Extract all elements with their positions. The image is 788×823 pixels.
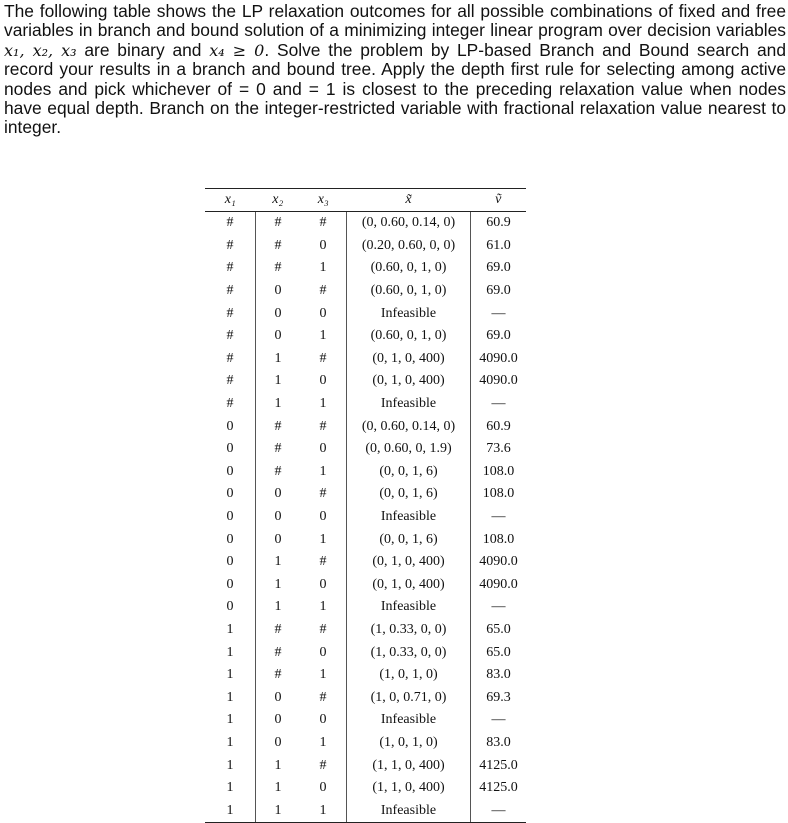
table-row [205, 574, 526, 597]
cell-x3: 1 [300, 732, 347, 755]
cell-x2: # [274, 260, 282, 276]
table-row [205, 619, 526, 642]
cell-solution: (1, 0, 0.71, 0) [347, 686, 471, 709]
table-row [205, 325, 526, 348]
cell-x3: 0 [300, 235, 347, 258]
cell-x3: 0 [300, 302, 347, 325]
table-row [205, 212, 526, 235]
cell-x3: 0 [300, 438, 347, 461]
cell-value: 4090.0 [479, 576, 518, 592]
cell-x1: # [205, 348, 256, 371]
cell-x1: 1 [205, 799, 256, 822]
cell-x1: 1 [205, 686, 256, 709]
cell-x3: 0 [300, 641, 347, 664]
cell-solution: (0.60, 0, 1, 0) [347, 280, 471, 303]
cell-x3: 1 [300, 461, 347, 484]
cell-x2: 1 [274, 396, 282, 412]
cell-solution: (0, 0, 1, 6) [347, 528, 471, 551]
cell-x1: # [205, 370, 256, 393]
cell-solution: (0, 1, 0, 400) [347, 551, 471, 574]
cell-x1: 1 [205, 664, 256, 687]
cell-x2: 0 [274, 712, 282, 728]
cell-x2: # [274, 621, 282, 637]
cell-value: 61.0 [486, 237, 511, 253]
problem-statement [4, 2, 786, 138]
cell-x2: 0 [274, 283, 282, 299]
cell-x2: # [274, 463, 282, 479]
cell-solution: (0, 1, 0, 400) [347, 370, 471, 393]
cell-x2: 1 [256, 799, 301, 822]
problem-text-1: The following table shows the LP relaxation outcomes for all possible combinations of fixed and free variables in branch and bound solution of a minimizing integer linear program over decision variables [4, 1, 786, 41]
header-relaxation-solution: x̃ [347, 189, 471, 212]
header-x3: x₃ [300, 189, 347, 212]
cell-solution: (1, 0.33, 0, 0) [347, 641, 471, 664]
cell-x2: 0 [274, 531, 282, 547]
cell-x2: 0 [274, 734, 282, 750]
cell-x2: 0 [274, 509, 282, 525]
cell-solution: (0, 0.60, 0.14, 0) [347, 415, 471, 438]
cell-value: — [491, 712, 506, 728]
table-row [205, 438, 526, 461]
cell-x3: # [300, 415, 347, 438]
cell-x1: # [205, 257, 256, 280]
cell-x2: 0 [274, 328, 282, 344]
table-row [205, 641, 526, 664]
cell-x2: # [274, 215, 282, 231]
cell-solution: Infeasible [347, 709, 471, 732]
cell-x1: 0 [205, 551, 256, 574]
cell-solution: Infeasible [347, 596, 471, 619]
table-row [205, 528, 526, 551]
table-row [205, 754, 526, 777]
cell-x2: # [274, 644, 282, 660]
cell-solution: (1, 0, 1, 0) [347, 664, 471, 687]
header-x2: x₂ [256, 189, 301, 212]
cell-value: 4125.0 [479, 757, 518, 773]
cell-x1: # [205, 280, 256, 303]
cell-solution: (0, 0.60, 0.14, 0) [347, 212, 471, 235]
cell-value: — [471, 799, 527, 822]
cell-value: 65.0 [486, 621, 511, 637]
cell-x1: 0 [205, 596, 256, 619]
cell-x2: 1 [274, 373, 282, 389]
table-row [205, 257, 526, 280]
table-row [205, 280, 526, 303]
cell-value: 69.0 [486, 260, 511, 276]
cell-x1: # [205, 393, 256, 416]
cell-x1: 0 [205, 506, 256, 529]
cell-value: 4090.0 [479, 373, 518, 389]
table-row [205, 483, 526, 506]
cell-x1: 0 [205, 574, 256, 597]
table-body [205, 212, 526, 823]
cell-x2: 1 [274, 757, 282, 773]
cell-value: 69.0 [486, 283, 511, 299]
table-row [205, 732, 526, 755]
cell-solution: (0, 0.60, 0, 1.9) [347, 438, 471, 461]
cell-x1: # [205, 302, 256, 325]
table-row [205, 370, 526, 393]
cell-x2: 1 [274, 599, 282, 615]
table-row [205, 235, 526, 258]
cell-x3: 1 [300, 257, 347, 280]
cell-x2: 1 [274, 780, 282, 796]
cell-x2: # [274, 667, 282, 683]
cell-solution: (0.60, 0, 1, 0) [347, 325, 471, 348]
cell-x1: 1 [205, 709, 256, 732]
table-row [205, 415, 526, 438]
cell-solution: (0, 0, 1, 6) [347, 483, 471, 506]
nonnegativity-condition: x₄ ≥ 0 [209, 40, 265, 60]
table-row [205, 551, 526, 574]
cell-value: 108.0 [482, 463, 515, 479]
cell-solution: (0.60, 0, 1, 0) [347, 257, 471, 280]
cell-x3: # [300, 619, 347, 642]
cell-x1: 1 [205, 754, 256, 777]
cell-x3: 1 [300, 664, 347, 687]
cell-x2: 0 [274, 486, 282, 502]
cell-x1: 1 [205, 641, 256, 664]
cell-solution: (0, 1, 0, 400) [347, 574, 471, 597]
problem-text-2: are binary and [76, 39, 210, 60]
cell-value: 60.9 [486, 418, 511, 434]
cell-x3: 1 [300, 325, 347, 348]
cell-x1: 1 [205, 619, 256, 642]
cell-value: 83.0 [486, 667, 511, 683]
cell-x3: 0 [300, 370, 347, 393]
cell-x1: 0 [205, 438, 256, 461]
cell-x3: # [300, 212, 347, 235]
cell-x3: # [300, 280, 347, 303]
cell-solution: (0, 0, 1, 6) [347, 461, 471, 484]
table-row [205, 686, 526, 709]
cell-x1: 0 [205, 483, 256, 506]
cell-x3: 0 [300, 709, 347, 732]
cell-x3: # [300, 483, 347, 506]
cell-solution: Infeasible [347, 799, 471, 822]
cell-x2: 1 [274, 554, 282, 570]
cell-value: 108.0 [482, 486, 515, 502]
cell-x1: 0 [205, 528, 256, 551]
cell-value: 73.6 [486, 441, 511, 457]
cell-solution: (1, 0, 1, 0) [347, 732, 471, 755]
cell-x2: 0 [274, 689, 282, 705]
problem-text-3: . Solve the problem by LP-based Branch and Bound search and record your results in a branch and bound tree. Apply the depth first rule for selecting among active nodes and pick whichever of = 0 and = 1 is closest to the preceding relaxation value when nodes have equal depth. Branch on the integer-restricted variable with fractional relaxation value nearest to integer. [4, 39, 787, 138]
cell-x3: # [300, 686, 347, 709]
cell-x3: # [300, 551, 347, 574]
cell-value: 4090.0 [479, 554, 518, 570]
table-row [205, 799, 526, 822]
cell-solution: (1, 1, 0, 400) [347, 777, 471, 800]
cell-x3: 1 [300, 596, 347, 619]
cell-x2: # [274, 237, 282, 253]
cell-x2: 0 [274, 305, 282, 321]
cell-x1: 0 [205, 461, 256, 484]
cell-value: 65.0 [486, 644, 511, 660]
cell-x1: # [205, 235, 256, 258]
cell-value: 69.3 [486, 689, 511, 705]
cell-x3: # [300, 348, 347, 371]
cell-value: 4125.0 [479, 780, 518, 796]
cell-solution: (1, 1, 0, 400) [347, 754, 471, 777]
cell-solution: Infeasible [347, 506, 471, 529]
cell-value: — [491, 509, 506, 525]
cell-x3: 1 [300, 393, 347, 416]
cell-value: 69.0 [486, 328, 511, 344]
cell-x3: # [300, 754, 347, 777]
header-relaxation-value: ṽ [471, 189, 527, 212]
lp-relaxation-table [205, 188, 526, 823]
table-row [205, 461, 526, 484]
table-row [205, 709, 526, 732]
cell-x2: # [274, 441, 282, 457]
cell-x3: 1 [300, 799, 347, 822]
cell-solution: Infeasible [347, 393, 471, 416]
cell-value: 108.0 [482, 531, 515, 547]
table-row [205, 348, 526, 371]
table-header-row [205, 189, 526, 212]
cell-x2: 1 [274, 350, 282, 366]
cell-x1: # [205, 325, 256, 348]
cell-value: — [491, 599, 506, 615]
cell-solution: (0, 1, 0, 400) [347, 348, 471, 371]
cell-x3: 1 [300, 528, 347, 551]
header-x1: x₁ [205, 189, 256, 212]
cell-value: 60.9 [486, 215, 511, 231]
cell-x1: 1 [205, 777, 256, 800]
decision-variables: x₁, x₂, x₃ [4, 40, 77, 60]
cell-x3: 0 [300, 506, 347, 529]
cell-x3: 0 [300, 574, 347, 597]
cell-value: — [491, 396, 506, 412]
table-row [205, 506, 526, 529]
cell-value: — [491, 305, 506, 321]
table-row [205, 777, 526, 800]
cell-solution: Infeasible [347, 302, 471, 325]
cell-x1: # [205, 212, 256, 235]
table-row [205, 393, 526, 416]
table-row [205, 302, 526, 325]
cell-solution: (1, 0.33, 0, 0) [347, 619, 471, 642]
cell-solution: (0.20, 0.60, 0, 0) [347, 235, 471, 258]
table-row [205, 596, 526, 619]
cell-x2: # [274, 418, 282, 434]
cell-x1: 0 [205, 415, 256, 438]
cell-x2: 1 [274, 576, 282, 592]
cell-value: 83.0 [486, 734, 511, 750]
table-row [205, 664, 526, 687]
cell-x1: 1 [205, 732, 256, 755]
cell-value: 4090.0 [479, 350, 518, 366]
cell-x3: 0 [300, 777, 347, 800]
